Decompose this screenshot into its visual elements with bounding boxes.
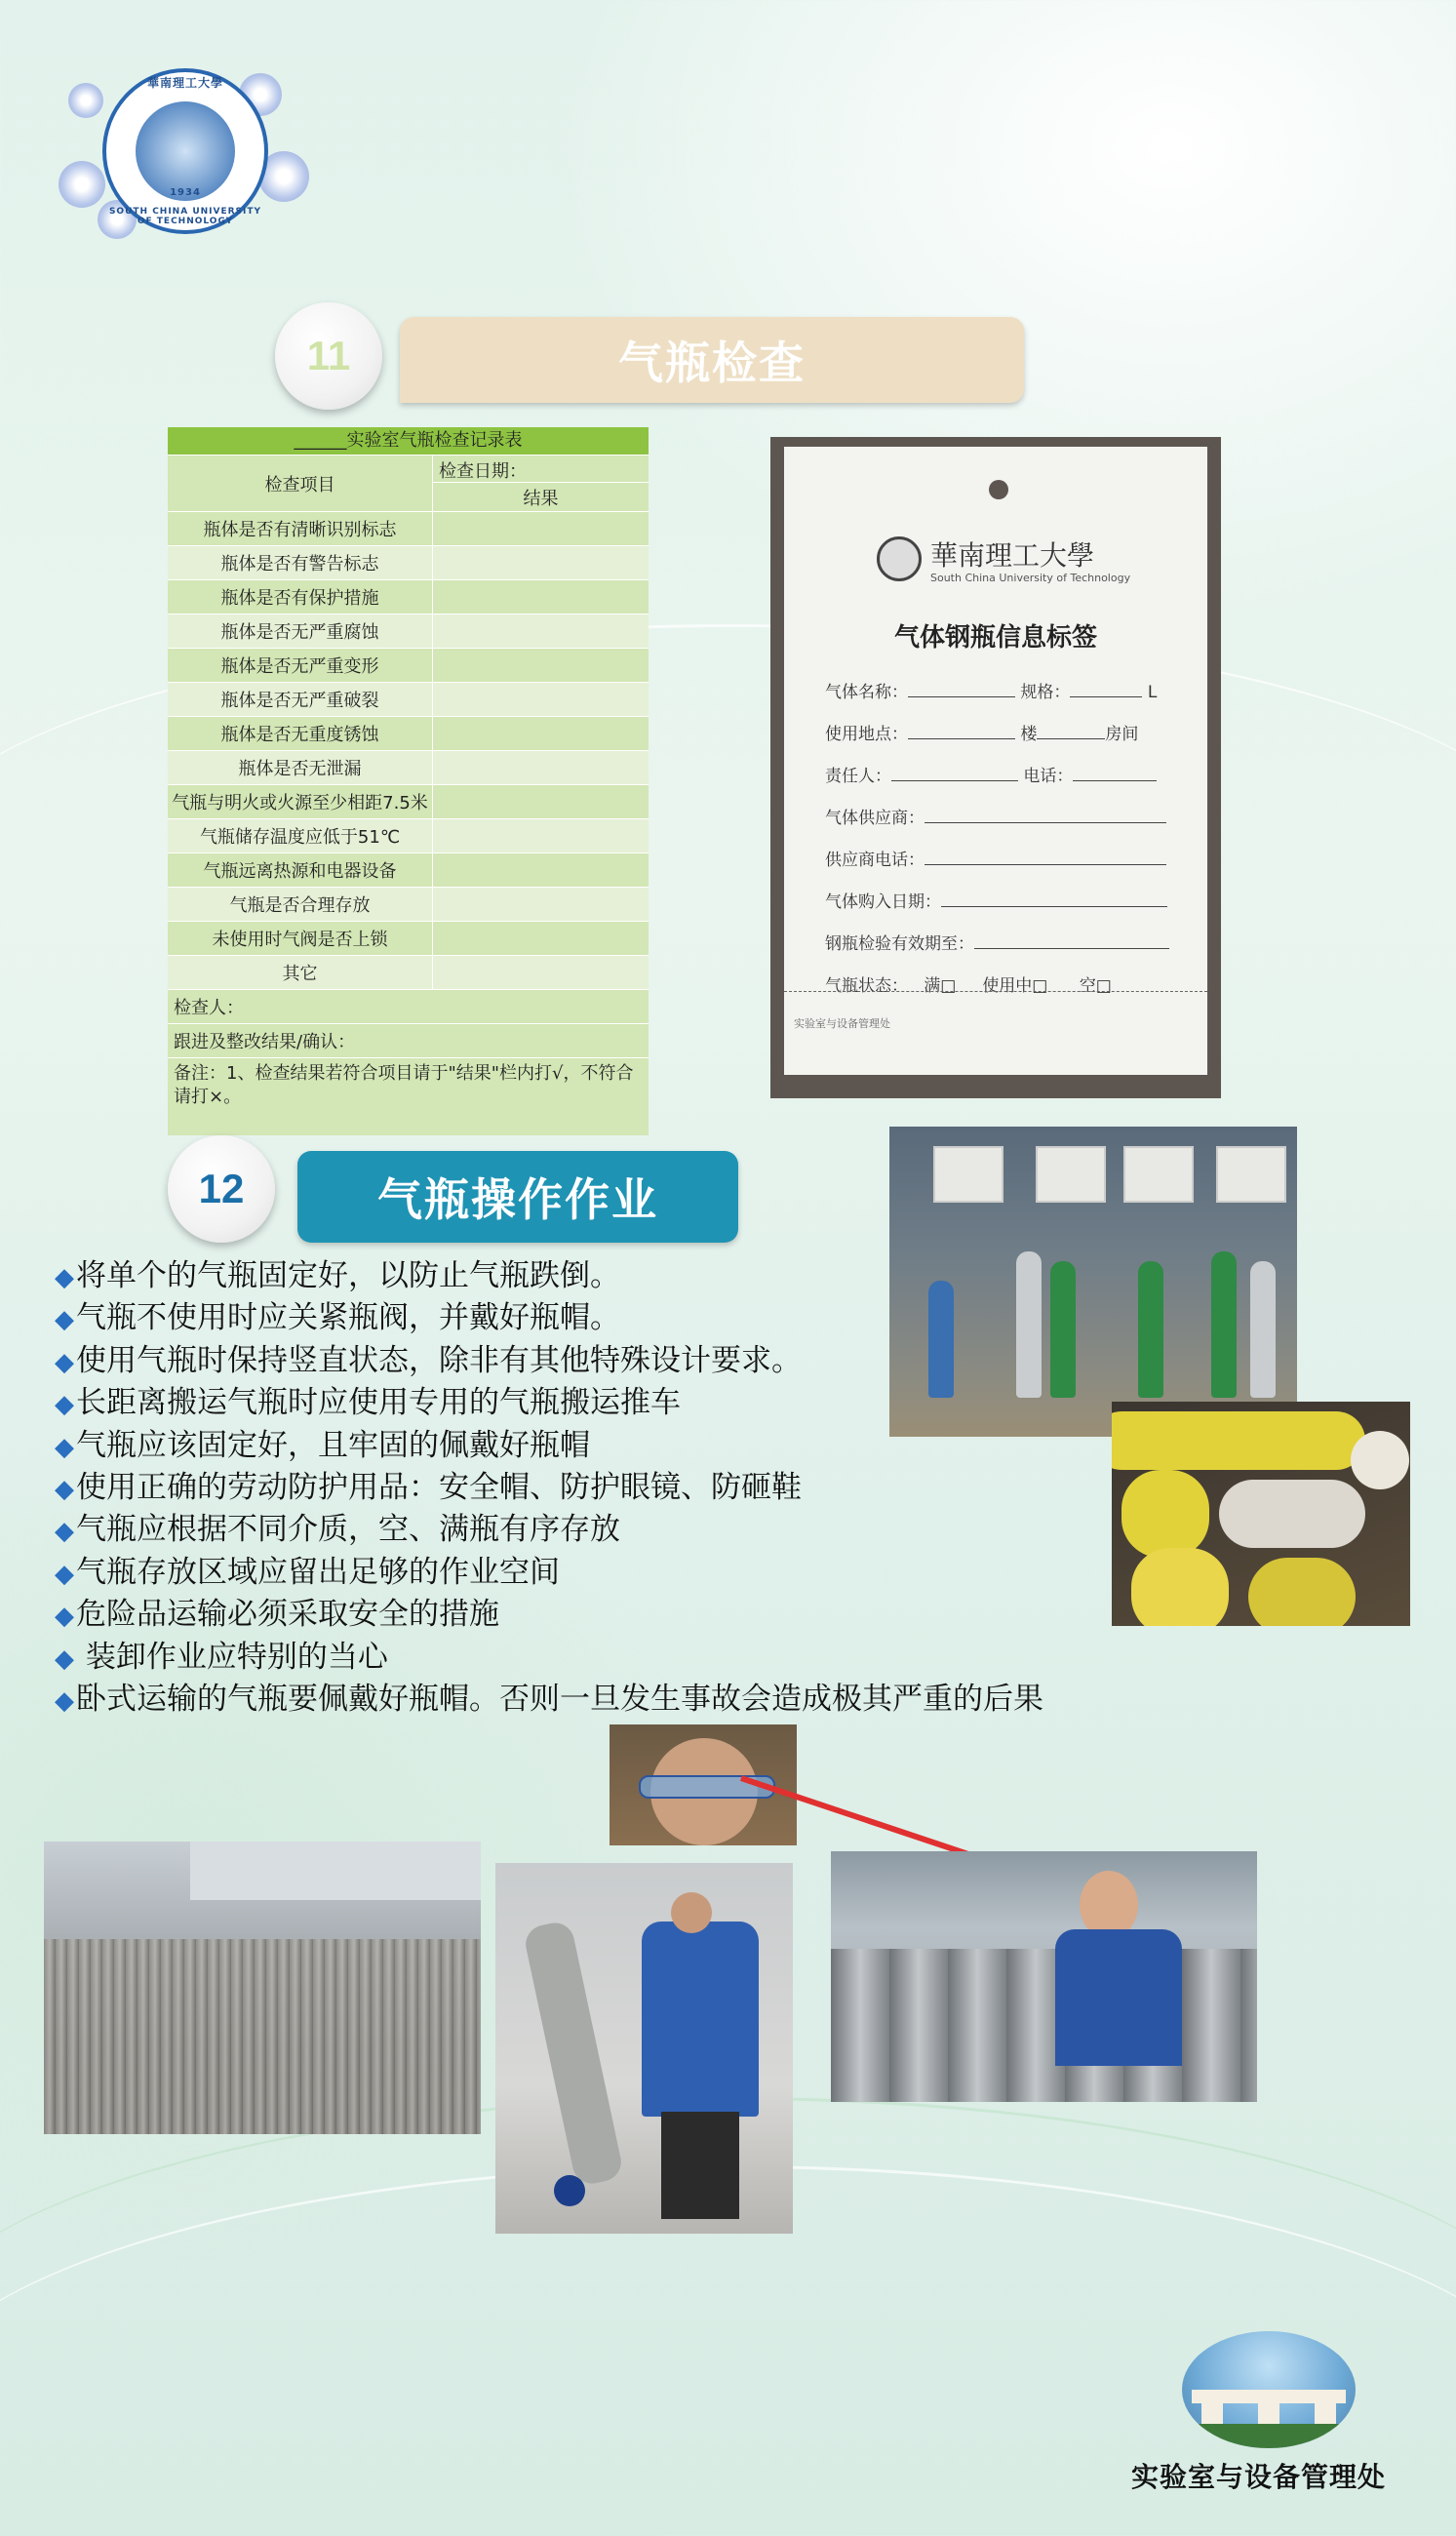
rule-text: 使用气瓶时保持竖直状态，除非有其他特殊设计要求。 bbox=[76, 1342, 802, 1378]
diamond-bullet-icon: ◆ bbox=[55, 1686, 74, 1717]
checklist-item-label: 瓶体是否无严重腐蚀 bbox=[168, 614, 433, 648]
rule-text: 装卸作业应特别的当心 bbox=[76, 1639, 388, 1675]
label-university-name-en: South China University of Technology bbox=[930, 572, 1131, 584]
rule-text: 气瓶存放区域应留出足够的作业空间 bbox=[76, 1554, 560, 1590]
checklist-col-date: 检查日期： bbox=[433, 456, 649, 483]
label-location: 使用地点： bbox=[825, 725, 908, 744]
checklist-item-label: 气瓶远离热源和电器设备 bbox=[168, 853, 433, 887]
checklist-row bbox=[168, 545, 649, 579]
checklist-col-result: 结果 bbox=[523, 489, 559, 509]
diamond-bullet-icon: ◆ bbox=[55, 1644, 74, 1674]
checklist-result-cell bbox=[433, 751, 649, 784]
label-spec-unit: L bbox=[1147, 683, 1158, 702]
checklist-result-cell bbox=[433, 956, 649, 989]
gas-cylinder-label-photo bbox=[770, 437, 1221, 1098]
label-supplier-phone: 供应商电话： bbox=[825, 851, 925, 870]
stacked-cylinders-photo bbox=[1112, 1402, 1410, 1626]
inspection-checklist-table bbox=[168, 427, 649, 1135]
section-11-title: 气瓶检查 bbox=[400, 317, 1024, 403]
checklist-result-cell bbox=[433, 614, 649, 648]
logo-emblem bbox=[136, 101, 235, 201]
label-room: 房间 bbox=[1105, 725, 1139, 744]
university-logo bbox=[49, 44, 312, 258]
checklist-col-item: 检查项目 bbox=[168, 456, 433, 511]
label-purchase-date: 气体购入日期： bbox=[825, 892, 941, 912]
checklist-row bbox=[168, 852, 649, 887]
checklist-result-cell bbox=[433, 853, 649, 887]
label-status-inuse: 使用中□ bbox=[982, 976, 1048, 996]
diamond-bullet-icon: ◆ bbox=[55, 1517, 74, 1547]
checklist-row bbox=[168, 648, 649, 682]
rule-text: 气瓶应该固定好，且牢固的佩戴好瓶帽 bbox=[76, 1427, 590, 1463]
checklist-row bbox=[168, 818, 649, 852]
checklist-item-label: 气瓶是否合理存放 bbox=[168, 888, 433, 921]
checklist-item-label: 瓶体是否有清晰识别标志 bbox=[168, 512, 433, 545]
checklist-followup: 跟进及整改结果/确认： bbox=[168, 1023, 649, 1057]
logo-year: 1934 bbox=[170, 187, 201, 198]
checklist-item-label: 瓶体是否有警告标志 bbox=[168, 546, 433, 579]
checklist-result-cell bbox=[433, 717, 649, 750]
rule-text: 将单个的气瓶固定好，以防止气瓶跌倒。 bbox=[76, 1258, 620, 1293]
checklist-result-cell bbox=[433, 922, 649, 955]
label-phone: 电话： bbox=[1023, 767, 1074, 786]
diamond-bullet-icon: ◆ bbox=[55, 1432, 74, 1462]
checklist-result-cell bbox=[433, 785, 649, 818]
label-owner: 责任人： bbox=[825, 767, 891, 786]
label-supplier: 气体供应商： bbox=[825, 809, 925, 828]
rule-text: 长距离搬运气瓶时应使用专用的气瓶搬运推车 bbox=[76, 1385, 681, 1421]
diamond-bullet-icon: ◆ bbox=[55, 1475, 74, 1505]
checklist-item-label: 瓶体是否无严重破裂 bbox=[168, 683, 433, 716]
diamond-bullet-icon: ◆ bbox=[55, 1347, 74, 1377]
rule-item bbox=[55, 1468, 1205, 1510]
cylinder-trolley-photo bbox=[495, 1863, 793, 2234]
lab-gas-panel-photo bbox=[889, 1127, 1297, 1437]
rule-text: 气瓶应根据不同介质，空、满瓶有序存放 bbox=[76, 1512, 620, 1548]
label-inspection-valid: 钢瓶检验有效期至： bbox=[825, 934, 974, 954]
label-status-empty: 空□ bbox=[1079, 976, 1112, 996]
checklist-result-cell bbox=[433, 512, 649, 545]
label-status: 气瓶状态： bbox=[825, 976, 908, 996]
checklist-row bbox=[168, 716, 649, 750]
label-building: 楼 bbox=[1020, 725, 1038, 744]
checklist-item-label: 瓶体是否无重度锈蚀 bbox=[168, 717, 433, 750]
checklist-result-cell bbox=[433, 819, 649, 852]
cylinder-storage-yard-photo bbox=[44, 1842, 481, 2134]
rule-item bbox=[55, 1510, 1205, 1552]
label-title: 气体钢瓶信息标签 bbox=[893, 623, 1097, 653]
checklist-item-label: 瓶体是否无泄漏 bbox=[168, 751, 433, 784]
checklist-result-cell bbox=[433, 683, 649, 716]
footer-dept-name: 实验室与设备管理处 bbox=[1131, 2461, 1387, 2493]
checklist-row bbox=[168, 614, 649, 648]
label-logo-icon bbox=[877, 536, 922, 581]
checklist-row bbox=[168, 579, 649, 614]
checklist-row bbox=[168, 784, 649, 818]
checklist-row bbox=[168, 921, 649, 955]
section-12-number: 12 bbox=[168, 1135, 275, 1243]
diamond-bullet-icon: ◆ bbox=[55, 1390, 74, 1420]
label-foot-text: 实验室与设备管理处 bbox=[794, 1017, 890, 1030]
university-gate-icon bbox=[1182, 2331, 1356, 2448]
label-gas-name: 气体名称： bbox=[825, 683, 908, 702]
checklist-row bbox=[168, 750, 649, 784]
rule-item bbox=[55, 1638, 1205, 1680]
checklist-result-cell bbox=[433, 888, 649, 921]
rule-text: 气瓶不使用时应关紧瓶阀，并戴好瓶帽。 bbox=[76, 1300, 620, 1336]
checklist-row bbox=[168, 682, 649, 716]
checklist-item-label: 未使用时气阀是否上锁 bbox=[168, 922, 433, 955]
label-spec: 规格： bbox=[1020, 683, 1071, 702]
checklist-item-label: 其它 bbox=[168, 956, 433, 989]
checklist-inspector: 检查人： bbox=[168, 989, 649, 1023]
checklist-title: ______实验室气瓶检查记录表 bbox=[168, 427, 649, 455]
rule-item bbox=[55, 1595, 1205, 1637]
checklist-row bbox=[168, 887, 649, 921]
label-hole bbox=[989, 480, 1008, 499]
diamond-bullet-icon: ◆ bbox=[55, 1602, 74, 1632]
rule-item bbox=[55, 1553, 1205, 1595]
checklist-note: 备注：1、检查结果若符合项目请于"结果"栏内打√，不符合请打×。 bbox=[168, 1057, 649, 1135]
rule-item bbox=[55, 1680, 1205, 1722]
label-status-full: 满□ bbox=[924, 976, 957, 996]
checklist-item-label: 瓶体是否有保护措施 bbox=[168, 580, 433, 614]
diamond-bullet-icon: ◆ bbox=[55, 1305, 74, 1335]
rule-text: 危险品运输必须采取安全的措施 bbox=[76, 1597, 499, 1633]
checklist-result-cell bbox=[433, 649, 649, 682]
rule-text: 使用正确的劳动防护用品：安全帽、防护眼镜、防砸鞋 bbox=[76, 1470, 802, 1506]
logo-text: 華南理工大學 bbox=[146, 76, 223, 90]
checklist-row bbox=[168, 511, 649, 545]
checklist-item-label: 气瓶储存温度应低于51℃ bbox=[168, 819, 433, 852]
section-12-title: 气瓶操作作业 bbox=[297, 1151, 738, 1243]
diamond-bullet-icon: ◆ bbox=[55, 1559, 74, 1589]
label-university-name: 華南理工大學 bbox=[930, 539, 1095, 572]
rule-text: 卧式运输的气瓶要佩戴好瓶帽。否则一旦发生事故会造成极其严重的后果 bbox=[76, 1682, 1043, 1718]
checklist-item-label: 瓶体是否无严重变形 bbox=[168, 649, 433, 682]
checklist-item-label: 气瓶与明火或火源至少相距7.5米 bbox=[168, 785, 433, 818]
diamond-bullet-icon: ◆ bbox=[55, 1263, 74, 1292]
checklist-result-cell bbox=[433, 546, 649, 579]
worker-at-cylinders-photo bbox=[831, 1851, 1257, 2102]
section-11-number: 11 bbox=[275, 302, 382, 410]
checklist-result-cell bbox=[433, 580, 649, 614]
checklist-row bbox=[168, 955, 649, 989]
logo-text-en: SOUTH CHINA UNIVERSITY OF TECHNOLOGY bbox=[108, 207, 262, 226]
